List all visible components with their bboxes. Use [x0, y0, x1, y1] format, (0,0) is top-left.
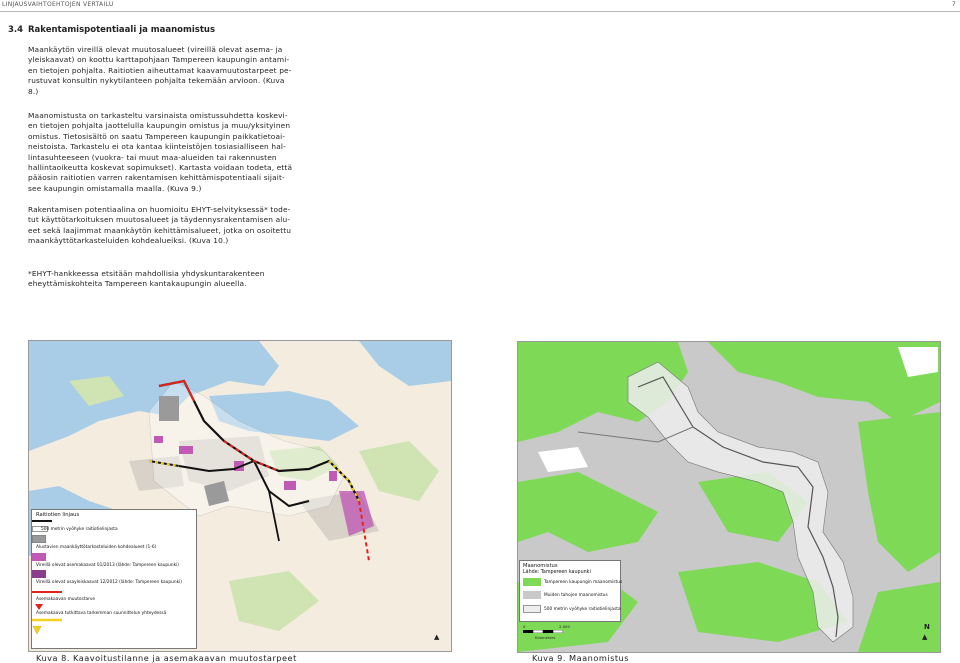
target-area-swatch — [32, 535, 46, 543]
paragraph-line: pääosin raitiotien varren rakentamisen kehittämispotentiaali sijait- — [28, 173, 285, 183]
scale-bar-graphic — [523, 630, 563, 633]
paragraph-line: eheyttämiskohteita Tampereen kantakaupungin alueella. — [28, 279, 247, 289]
scale-max: 2.000 — [559, 624, 570, 629]
footnote — [28, 269, 314, 290]
legend-item-change-need: Asemakaavan muutostarve — [36, 597, 96, 602]
legend-title: Raitiotien linjaus — [36, 512, 80, 518]
city-owned-swatch — [523, 578, 541, 586]
master-plan-swatch — [32, 570, 46, 578]
detailed-plan-swatch — [32, 553, 46, 561]
paragraph-line: Maankäytön vireillä olevat muutosalueet (vireillä olevat asema- ja — [28, 45, 283, 54]
figure-8-caption: Kuva 8. Kaavoitustilanne ja asemakaavan muutostarpeet — [36, 653, 297, 663]
paragraph-line: hallintaoikeutta koskevat sopimukset). Kartasta voidaan todeta, että — [28, 163, 293, 173]
scale-zero: 0 — [523, 624, 526, 629]
legend-title: Maanomistus — [523, 563, 558, 569]
paragraph-1 — [28, 45, 314, 97]
paragraph-line: yleiskaavat) on koottu karttapohjaan Tampereen kaupungin antami- — [28, 55, 290, 65]
page-number: 7 — [951, 1, 956, 8]
paragraph-line: omistus. Tietosisältö on saatu Tampereen kaupungin paikkatietoai- — [28, 131, 286, 141]
paragraph-line: Rakentamisen potentiaalina on huomioitu EHYT-selvityksessä* tode- — [28, 205, 291, 214]
north-arrow-icon: ▲ — [434, 633, 440, 641]
further-study-swatch — [32, 618, 62, 622]
zoning-map — [28, 340, 452, 652]
section-number: 3.4 — [8, 25, 24, 35]
paragraph-line: neistoista. Tarkastelu ei ota kantaa kiinteistöjen tosiasialliseen hal- — [28, 142, 286, 152]
change-need-marker — [32, 604, 46, 610]
section-heading: Rakentamispotentiaali ja maanomistus — [28, 25, 216, 35]
legend-item-further-study: Asemakaava tutkittava tarkemman suunnittelun yhteydessä — [36, 611, 167, 616]
page-header — [0, 0, 960, 12]
ownership-map — [517, 341, 941, 653]
header-title: LINJAUSVAIHTOEHTOJEN VERTAILU — [2, 1, 114, 8]
paragraph-line: 8.) — [28, 86, 39, 96]
paragraph-line: en tietojen pohjalta. Raitiotien aiheuttamat kaavamuutostarpeet pe- — [28, 65, 292, 75]
scale-unit: Kilometers — [535, 635, 556, 640]
change-need-swatch — [32, 590, 62, 594]
paragraph-line: see kaupungin omistamalla maalla. (Kuva 9.) — [28, 183, 202, 193]
further-study-marker — [32, 626, 42, 634]
legend-item-buffer: 500 metrin vyöhyke raitiotielinjasta — [544, 607, 621, 612]
section-title — [8, 25, 215, 35]
ownership-map-legend — [519, 560, 621, 622]
zoning-map-legend — [31, 509, 197, 649]
paragraph-line: maankäyttötarkasteluiden kohdealueiksi. (Kuva 10.) — [28, 236, 229, 246]
other-owned-swatch — [523, 591, 541, 599]
buffer-swatch — [523, 605, 541, 613]
paragraph-2 — [28, 111, 314, 194]
paragraph-line: Maanomistusta on tarkasteltu varsinaista omistussuhdetta koskevi- — [28, 111, 288, 120]
paragraph-line: lintasuhteeseen (vuokra- tai muut maa-alueiden tai rakennusten — [28, 152, 277, 162]
legend-item-detailed-plans: Vireillä olevat asemakaavat 01/2013 (lähde: Tampereen kaupunki) — [36, 563, 179, 568]
route-line-swatch — [32, 519, 52, 523]
paragraph-line: en tietojen pohjalta jaottelulla kaupungin omistus ja muu/yksityinen — [28, 121, 291, 131]
legend-item-buffer: 500 metrin vyöhyke raitiotielinjasta — [41, 527, 118, 532]
header-rule — [0, 11, 960, 12]
legend-item-other-owned: Muiden tahojen maanomistus — [544, 593, 608, 598]
paragraph-line: rustuvat konsultin nykytilanteen pohjalta tekemään arvioon. (Kuva — [28, 76, 285, 86]
paragraph-line: *EHYT-hankkeessa etsitään mahdollisia yhdyskuntarakenteen — [28, 269, 265, 278]
figure-9-caption: Kuva 9. Maanomistus — [532, 653, 630, 663]
legend-item-city-owned: Tampereen kaupungin maanomistus — [544, 580, 623, 585]
paragraph-line: eet sekä laajimmat maankäytön kehittämisalueet, jotka on osoitettu — [28, 225, 292, 235]
paragraph-line: tut käyttötarkoituksen muutosalueet ja täydennysrakentamisen alu- — [28, 215, 291, 225]
legend-item-master-plans: Vireillä olevat osayleiskaavat 12/2012 (lähde: Tampereen kaupunki) — [36, 580, 182, 585]
north-arrow-icon: ▲ — [922, 633, 928, 641]
paragraph-3 — [28, 205, 314, 247]
legend-subtitle: Lähde: Tampereen kaupunki — [523, 570, 591, 575]
north-arrow — [922, 623, 930, 642]
legend-item-target-areas: Alustavien maankäyttötarkasteluiden kohdealueet (1-6) — [36, 545, 157, 550]
north-label: N — [924, 623, 930, 631]
